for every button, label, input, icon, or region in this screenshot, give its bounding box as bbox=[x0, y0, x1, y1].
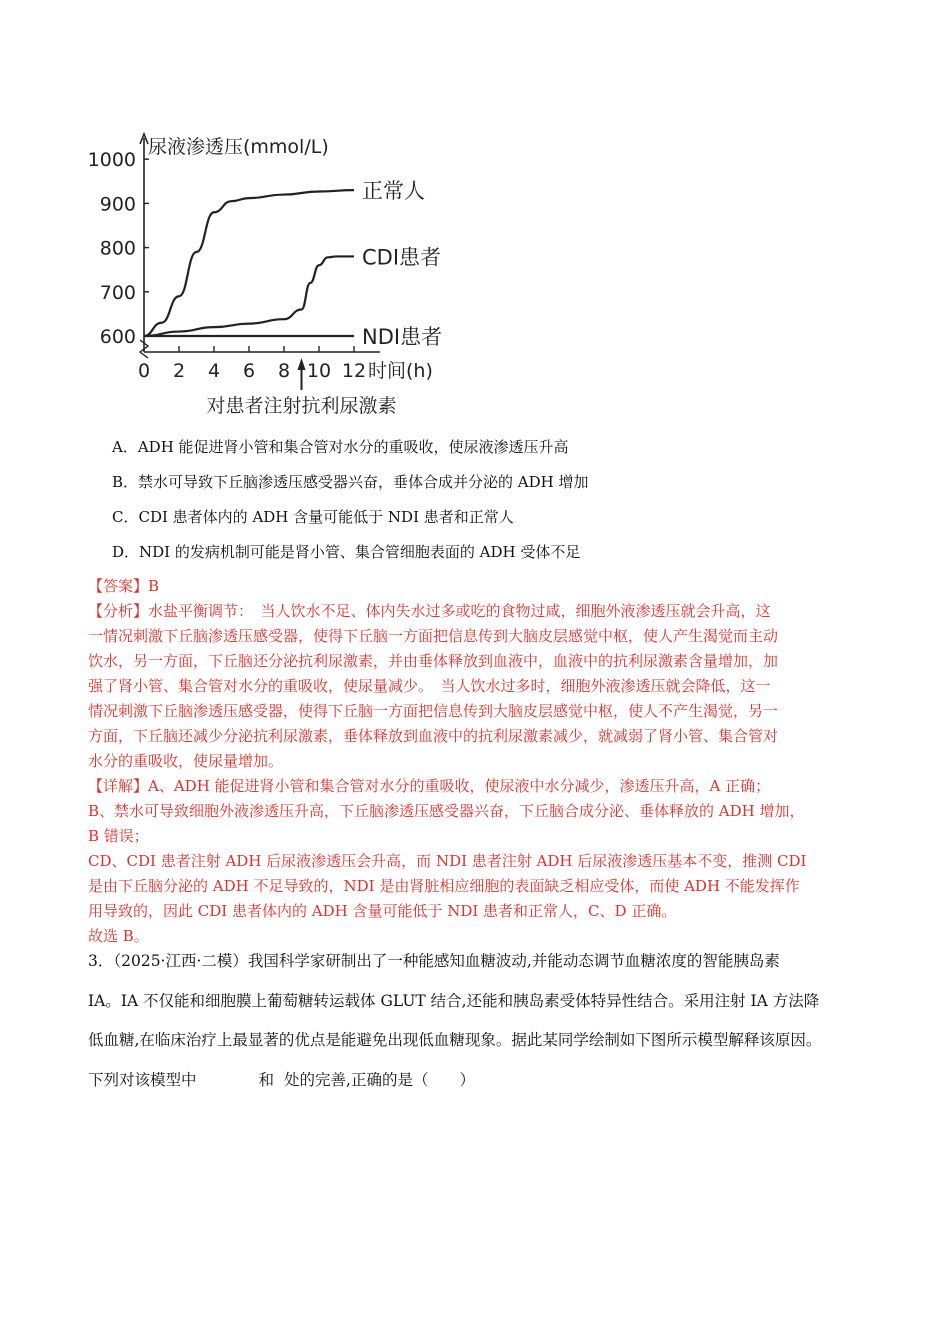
series-label: NDI患者 bbox=[362, 325, 443, 349]
detail-line: CD、CDI 患者注射 ADH 后尿液渗透压会升高，而 NDI 患者注射 ADH 后尿液渗透压基本不变，推测 CDI bbox=[88, 852, 807, 870]
question3-line3: 低血糖,在临床治疗上最显著的优点是能避免出现低血糖现象。据此某同学绘制如下图所示模型解释该原因。 bbox=[88, 1031, 822, 1049]
y-tick-label: 900 bbox=[99, 193, 136, 216]
detail-line: 用导致的，因此 CDI 患者体内的 ADH 含量可能低于 NDI 患者和正常人，C、D 正确。 bbox=[88, 902, 677, 920]
analysis-line: 方面，下丘脑还减少分泌抗利尿激素，垂体释放到血液中的抗利尿激素减少，就减弱了肾小管、集合管对 bbox=[88, 727, 779, 745]
y-axis-label: 尿液渗透压(mmol/L) bbox=[148, 136, 329, 158]
injection-arrowhead bbox=[298, 358, 306, 370]
x-tick-label: 2 bbox=[172, 360, 186, 382]
series-line bbox=[144, 256, 354, 336]
question3-line2: IA。IA 不仅能和细胞膜上葡萄糖转运载体 GLUT 结合,还能和胰岛素受体特异性结合。采用注射 IA 方法降 bbox=[88, 992, 820, 1010]
analysis-line: 一情况刺激下丘脑渗透压感受器，使得下丘脑一方面把信息传到大脑皮层感觉中枢，使人产生渴觉而主动 bbox=[88, 627, 779, 645]
conclusion-line: 故选 B。 bbox=[88, 927, 149, 945]
option-b: B．禁水可导致下丘脑渗透压感受器兴奋，垂体合成并分泌的 ADH 增加 bbox=[112, 473, 589, 491]
detail-line: B 错误； bbox=[88, 827, 149, 845]
x-tick-label: 0 bbox=[137, 360, 151, 382]
osmolarity-chart bbox=[80, 128, 480, 423]
detail-line: B、禁水可导致细胞外液渗透压升高，下丘脑渗透压感受器兴奋，下丘脑合成分泌、垂体释放的 ADH 增加， bbox=[88, 802, 805, 820]
x-tick-label: 6 bbox=[242, 360, 256, 382]
option-d: D．NDI 的发病机制可能是肾小管、集合管细胞表面的 ADH 受体不足 bbox=[112, 543, 581, 561]
detail-line: 【详解】A、ADH 能促进肾小管和集合管对水分的重吸收，使尿液中水分减少，渗透压升高，A 正确； bbox=[88, 777, 771, 795]
answer-line: 【答案】B bbox=[88, 577, 160, 595]
x-tick-label: 4 bbox=[207, 360, 221, 382]
series-label: 正常人 bbox=[362, 179, 425, 204]
analysis-line: 强了肾小管、集合管对水分的重吸收，使尿量减少。 当人饮水过多时，细胞外液渗透压就会降低，这一 bbox=[88, 677, 771, 695]
injection-annotation: 对患者注射抗利尿激素 bbox=[206, 395, 397, 417]
analysis-line: 【分析】水盐平衡调节： 当人饮水不足、体内失水过多或吃的食物过咸，细胞外液渗透压就会升高，这 bbox=[88, 602, 771, 620]
question3-text-a: 下列对该模型中 bbox=[88, 1071, 197, 1089]
question3-line1: 3．（2025·江西·二模）我国科学家研制出了一种能感知血糖波动,并能动态调节血糖浓度的智能胰岛素 bbox=[88, 952, 780, 970]
question3-text-c: 处的完善,正确的是（ ） bbox=[284, 1071, 475, 1089]
detail-line: 是由下丘脑分泌的 ADH 不足导致的，NDI 是由肾脏相应细胞的表面缺乏相应受体，而使 ADH 不能发挥作 bbox=[88, 877, 800, 895]
analysis-line: 饮水，另一方面，下丘脑还分泌抗利尿激素，并由垂体释放到血液中，血液中的抗利尿激素含量增加，加 bbox=[88, 652, 779, 670]
y-tick-label: 700 bbox=[99, 281, 136, 304]
analysis-line: 情况刺激下丘脑渗透压感受器，使得下丘脑一方面把信息传到大脑皮层感觉中枢，使人不产生渴觉，另一 bbox=[88, 702, 779, 720]
x-tick-label: 10 bbox=[306, 360, 332, 382]
x-axis-label: 时间(h) bbox=[368, 360, 433, 382]
question3-text-b: 和 bbox=[258, 1071, 275, 1089]
series-label: CDI患者 bbox=[362, 245, 442, 270]
answer-block bbox=[88, 574, 868, 949]
y-tick-label: 600 bbox=[99, 326, 136, 348]
y-tick-label: 1000 bbox=[87, 149, 136, 172]
axis-break-mark bbox=[140, 340, 148, 358]
option-a: A．ADH 能促进肾小管和集合管对水分的重吸收，使尿液渗透压升高 bbox=[112, 438, 569, 456]
x-tick-label: 8 bbox=[277, 360, 291, 382]
option-c: C．CDI 患者体内的 ADH 含量可能低于 NDI 患者和正常人 bbox=[112, 508, 514, 526]
analysis-line: 水分的重吸收，使尿量增加。 bbox=[88, 752, 284, 770]
question3-line4 bbox=[88, 1068, 888, 1090]
y-tick-label: 800 bbox=[99, 237, 136, 260]
x-tick-label: 12 bbox=[341, 360, 367, 382]
